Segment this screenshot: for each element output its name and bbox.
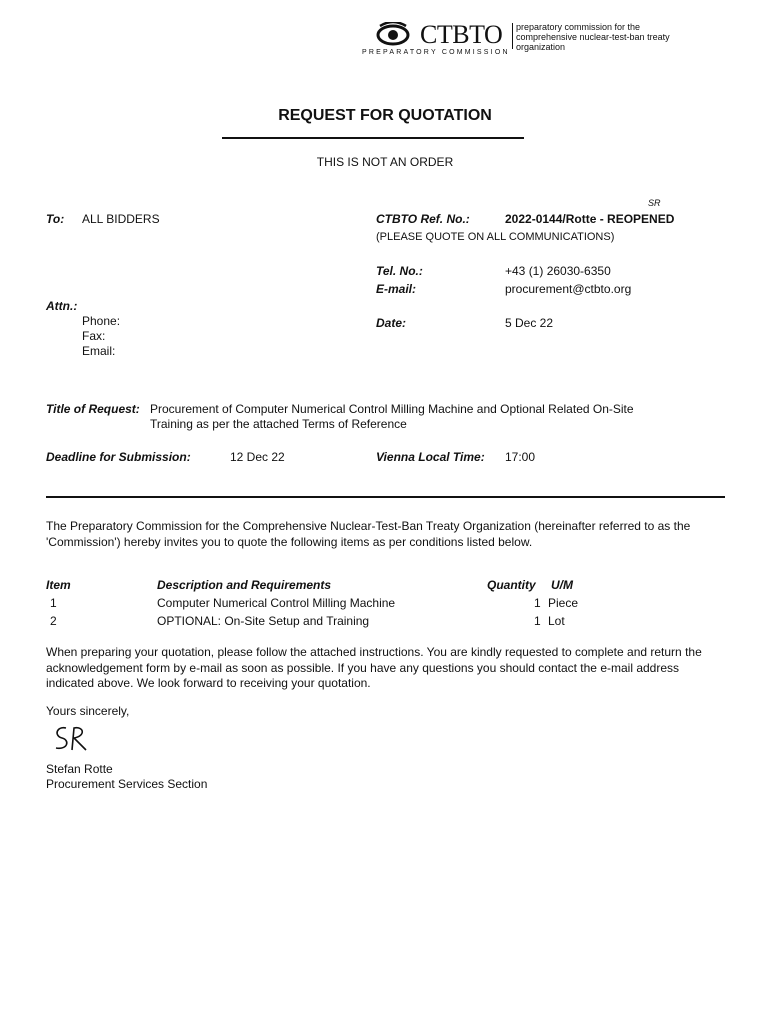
- tel-value: +43 (1) 26030-6350: [505, 264, 611, 278]
- attn-label: Attn.:: [46, 299, 78, 313]
- to-value: ALL BIDDERS: [82, 212, 160, 226]
- deadline-label: Deadline for Submission:: [46, 450, 191, 464]
- date-label: Date:: [376, 316, 407, 330]
- logo-subtitle: PREPARATORY COMMISSION: [362, 49, 510, 56]
- row-uom: Lot: [548, 614, 565, 628]
- email-label: Email:: [82, 344, 116, 358]
- col-header-uom: U/M: [551, 578, 573, 592]
- page-subtitle: THIS IS NOT AN ORDER: [316, 155, 454, 169]
- row-description: Computer Numerical Control Milling Machine: [157, 596, 396, 610]
- tel-label: Tel. No.:: [376, 264, 423, 278]
- phone-label: Phone:: [82, 314, 121, 328]
- section-divider: [46, 496, 725, 498]
- row-item-number: 2: [50, 614, 57, 628]
- date-value: 5 Dec 22: [505, 316, 554, 330]
- fax-label: Fax:: [82, 329, 106, 343]
- signatory-name: Stefan Rotte: [46, 762, 113, 776]
- to-label: To:: [46, 212, 65, 226]
- logo-name: CTBTO: [420, 20, 503, 49]
- row-item-number: 1: [50, 596, 57, 610]
- title-of-request-line1: Procurement of Computer Numerical Control Milling Machine and Optional Related On-Site: [150, 402, 634, 416]
- vienna-time-value: 17:00: [505, 450, 536, 464]
- title-underline: [222, 137, 524, 139]
- initials-mark: SR: [648, 198, 661, 208]
- ref-note: (PLEASE QUOTE ON ALL COMMUNICATIONS): [376, 231, 615, 243]
- vienna-time-label: Vienna Local Time:: [376, 450, 485, 464]
- row-quantity: 1: [534, 614, 541, 628]
- deadline-value: 12 Dec 22: [230, 450, 285, 464]
- ref-label: CTBTO Ref. No.:: [376, 212, 470, 226]
- logo-description: preparatory commission for the comprehensive nuclear-test-ban treaty organization: [516, 22, 670, 52]
- title-of-request-line2: Training as per the attached Terms of Reference: [150, 417, 407, 431]
- page-title: REQUEST FOR QUOTATION: [278, 107, 492, 124]
- instructions-paragraph: When preparing your quotation, please follow the attached instructions. You are kindly requested to complete and return the acknowledgement form by e-mail as soon as possible. If you have any questions you should contact the e-mail address indicated above. We look forward to receiving your quotation.: [46, 645, 702, 690]
- signatory-section: Procurement Services Section: [46, 777, 208, 791]
- col-header-quantity: Quantity: [487, 578, 536, 592]
- email-value[interactable]: procurement@ctbto.org: [505, 282, 632, 296]
- ref-value: 2022-0144/Rotte - REOPENED: [505, 212, 675, 226]
- intro-paragraph: The Preparatory Commission for the Comprehensive Nuclear-Test-Ban Treaty Organization (hereinafter referred to as the 'Commission') hereby invites you to quote the following items as per conditions listed below.: [46, 519, 691, 549]
- logo-divider: [512, 23, 513, 49]
- email-label-ref: E-mail:: [376, 282, 417, 296]
- row-description: OPTIONAL: On-Site Setup and Training: [157, 614, 370, 628]
- col-header-item: Item: [46, 578, 71, 592]
- col-header-description: Description and Requirements: [157, 578, 332, 592]
- salutation: Yours sincerely,: [46, 704, 130, 718]
- row-uom: Piece: [548, 596, 579, 610]
- ctbto-logo: [362, 18, 682, 60]
- signature-icon: [52, 722, 92, 756]
- row-quantity: 1: [534, 596, 541, 610]
- title-of-request-label: Title of Request:: [46, 402, 140, 416]
- ctbto-emblem-icon: [376, 22, 410, 48]
